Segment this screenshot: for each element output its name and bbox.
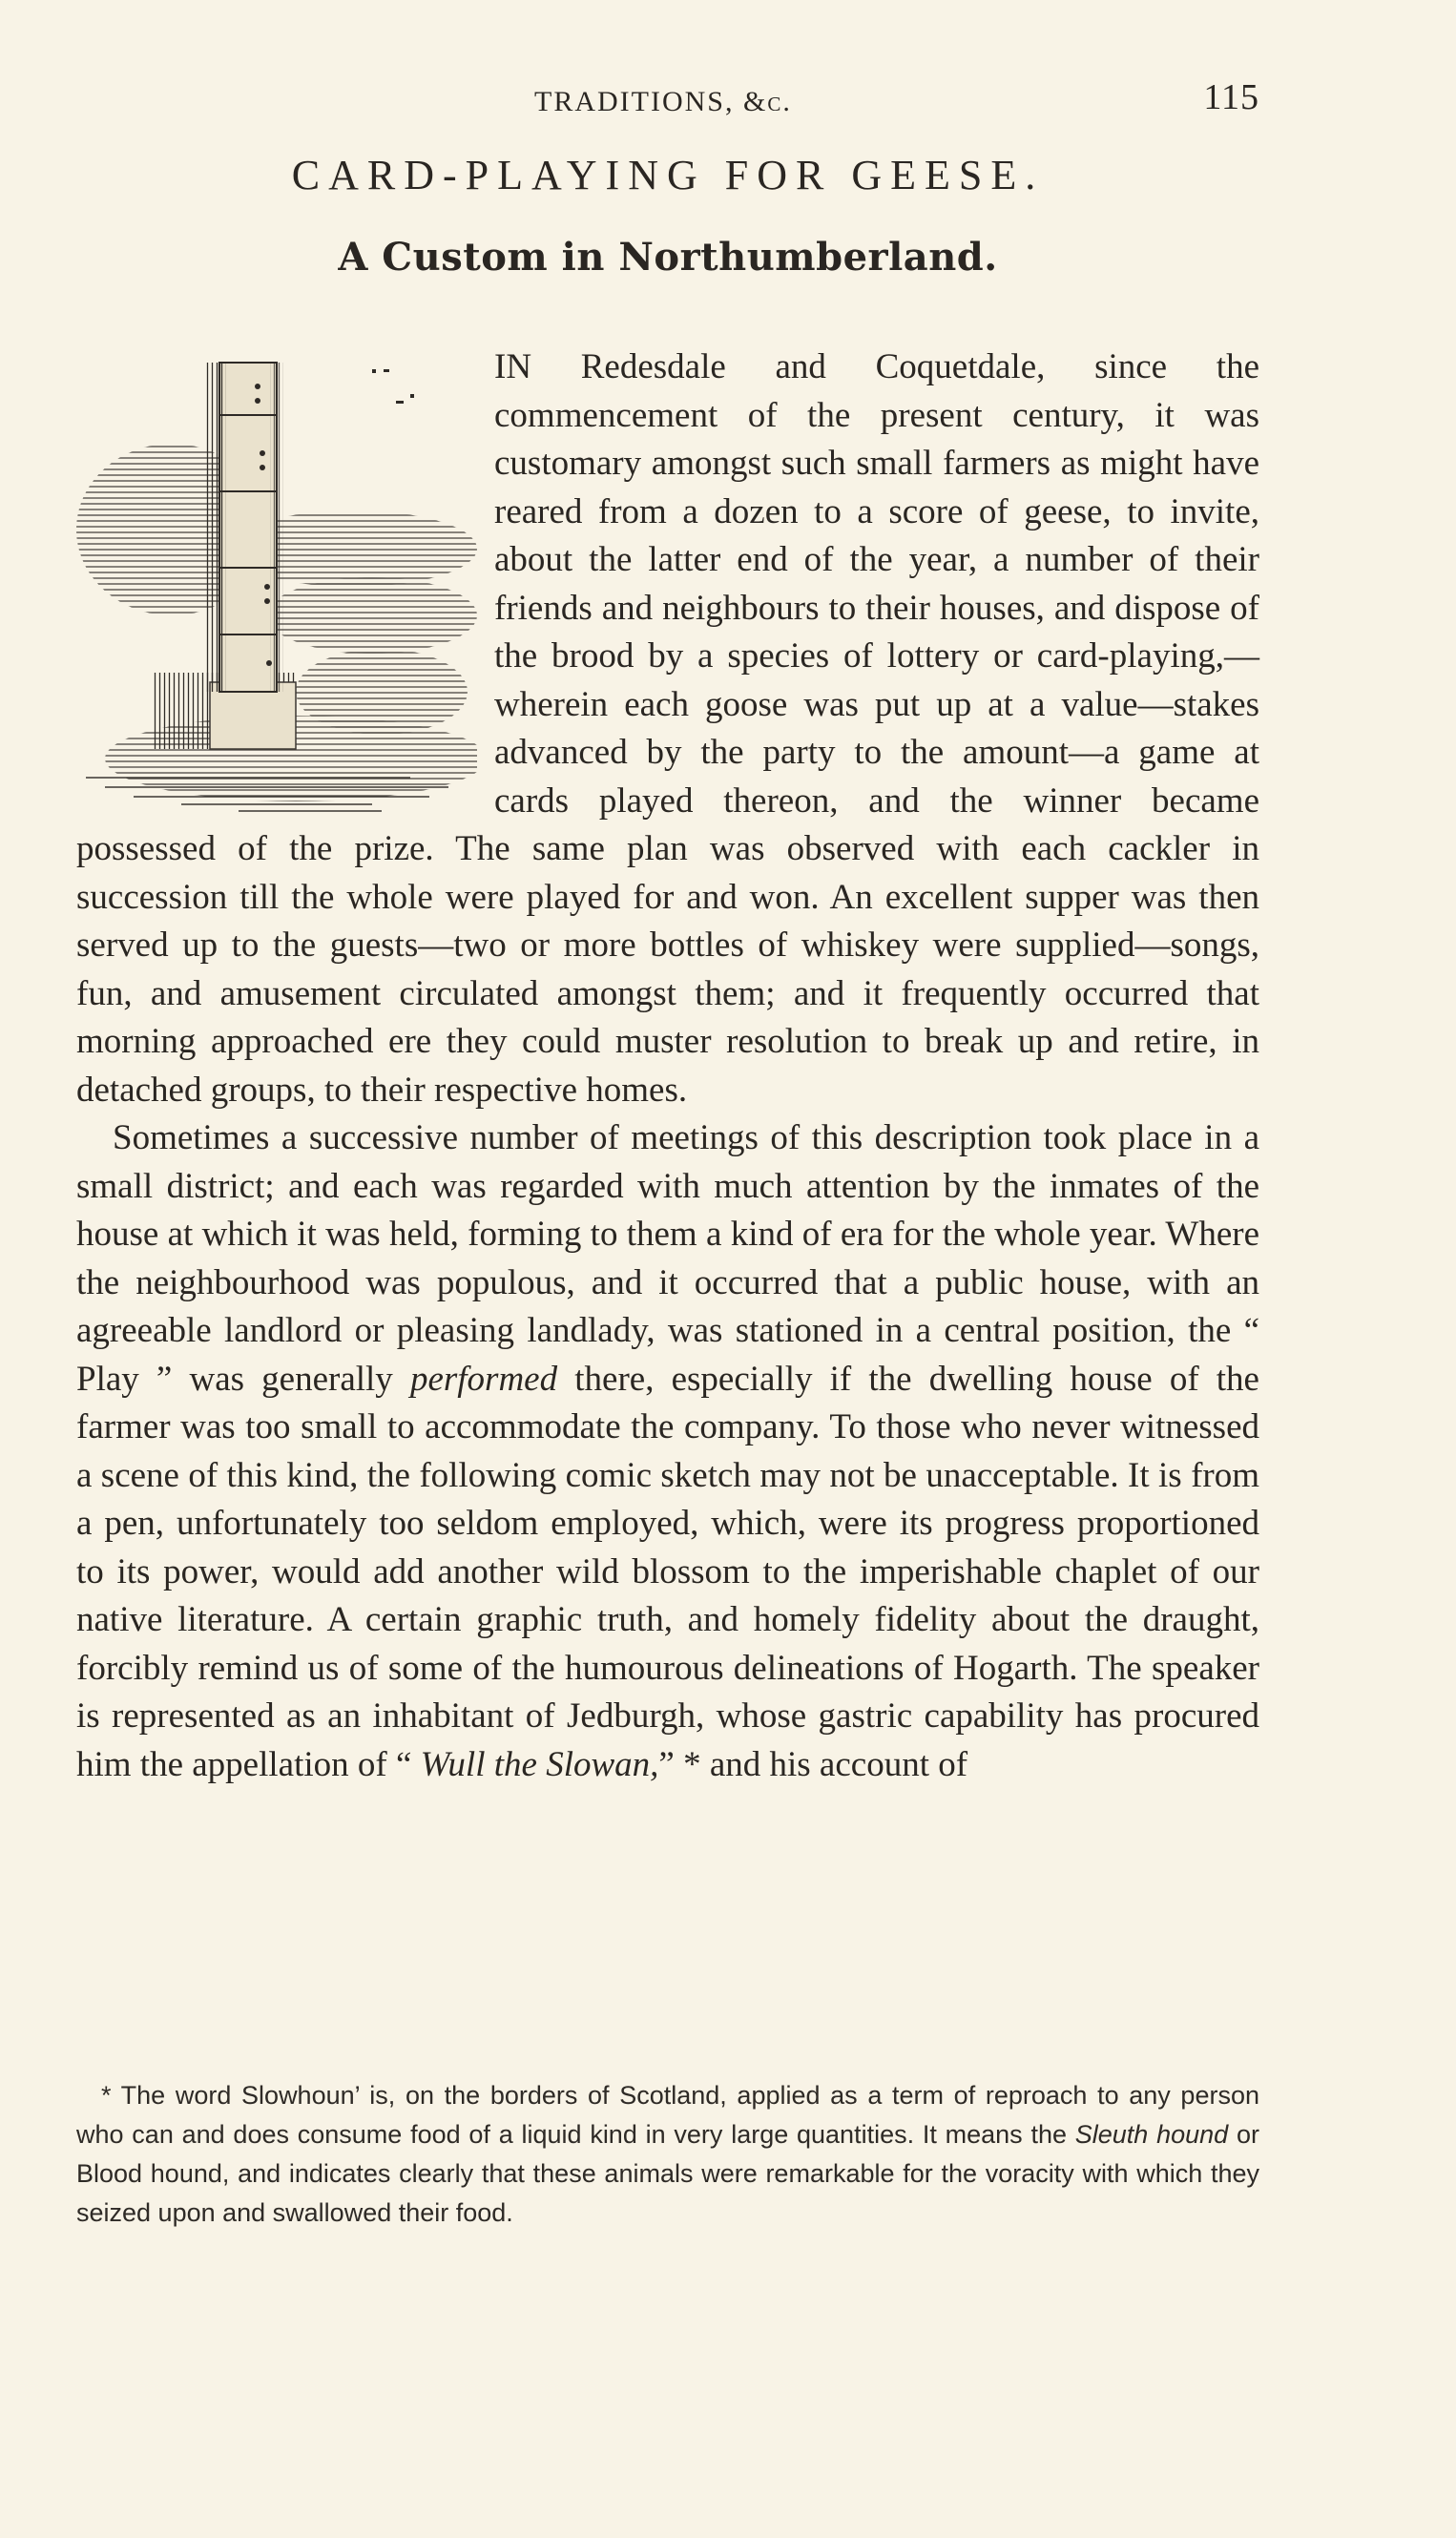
running-title: TRADITIONS, &c. xyxy=(534,86,792,117)
running-head xyxy=(76,76,1259,122)
paragraph-2-part-a: Sometimes a successive number of meetings of this description took place in a small district; and each was regarded with much attention by the inmates of the house at which it was held, forming to them a kind of era for the whole year. Where the neighbourhood was populous, and it occurred that a public house, with an agreeable landlord or pleasing landlady, was stationed in a central position, the “ Play ” was generally xyxy=(76,1118,1259,1399)
paragraph-2-part-c: ” * and his account of xyxy=(658,1744,968,1784)
drop-cap: I xyxy=(494,347,507,386)
footnote-text xyxy=(76,2076,1259,2233)
illustration-spacer xyxy=(76,343,487,825)
chapter-subtitle: A Custom in Northumberland. xyxy=(338,235,998,280)
paragraph-1-text: N Redesdale and Coquetdale, since the commencement of the present century, it was customary amongst such small farmers as might have reared from a dozen to a score of geese, to invite, about the latter end of the year, a number of their friends and neighbours to their houses, and dispose of the brood by a species of lottery or card-playing,—wherein each goose was put up at a value—stakes advanced by the party to the amount—a game at cards played thereon, and the winner became possessed of the prize. The same plan was observed with each cackler in succession till the whole were played for and won. An excellent supper was then served up to the guests—two or more bottles of whiskey were supplied—songs, fun, and amusement circulated amongst them; and it frequently occurred that morning approached ere they could muster resolution to break up and retire, in detached groups, to their respective homes. xyxy=(76,347,1259,1110)
paragraph-2-part-b: there, especially if the dwelling house of the farmer was too small to accommodate the company. To those who never witnessed a scene of this kind, the following comic sketch may not be unacceptable. It is from a pen, unfortunately too seldom employed, which, were its progress proportioned to its power, would add another wild blossom to the imperishable chaplet of our native literature. A certain graphic truth, and homely fidelity about the draught, forcibly remind us of some of the humourous delineations of Hogarth. The speaker is represented as an inhabitant of Jedburgh, whose gastric capability has procured him the appellation of “ xyxy=(76,1359,1259,1784)
footnote-part-a: * The word Slowhoun’ is, on the borders of Scotland, applied as a term of reproach to any person who can and does consume food of a liquid kind in very large quantities. It means the xyxy=(76,2081,1259,2149)
paragraph-2 xyxy=(76,1114,1259,1789)
page-number: 115 xyxy=(1203,77,1259,117)
emphasis-performed: performed xyxy=(409,1359,558,1399)
footnote-emphasis: Sleuth hound xyxy=(1074,2120,1229,2149)
chapter-title: CARD-PLAYING FOR GEESE. xyxy=(291,152,1045,198)
footnote-part-b: or Blood hound, and indicates clearly that these animals were remarkable for the voracity with which they seized upon and swallowed their food. xyxy=(76,2120,1259,2227)
body-text xyxy=(76,343,1259,1789)
footnote xyxy=(76,2076,1259,2233)
emphasis-wull-the-slowan: Wull the Slowan, xyxy=(420,1744,659,1784)
